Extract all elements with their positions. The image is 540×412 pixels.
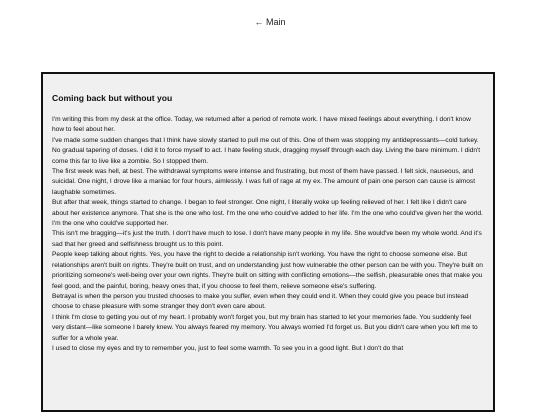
post-paragraph: This isn't me bragging—it's just the truth. I don't have much to lose. I don't have many people in my life. She would've been my whole world. And it's sad that her greed and selfishness brought us to this point.	[52, 230, 482, 248]
post-paragraph: People keep talking about rights. Yes, you have the right to decide a relationship isn't working. You have the right to choose someone else. But relationships aren't built on rights. They're built on trust, and on understanding just how vulnerable the other person can be with you. They're built on prioritizing someone's well-being over your own rights. They're built on sitting with conflicting emotions—the selfish, pleasurable ones that make you feel good, and the painful, boring, heavy ones that, if you choose to feel them, relieve someone else's suffering.	[52, 251, 483, 290]
post-card	[41, 72, 495, 412]
post-paragraph: I used to close my eyes and try to remember you, just to feel some warmth. To see you in a good light. But I don't do that	[52, 344, 404, 352]
post-body	[52, 115, 484, 354]
top-nav	[0, 17, 540, 27]
main-link[interactable]: ← Main	[254, 17, 286, 27]
post-paragraph: I'm writing this from my desk at the office. Today, we returned after a period of remote work. I have mixed feelings about everything. I don't know how to feel about her.	[52, 116, 471, 134]
post-paragraph: I've made some sudden changes that I think have slowly started to pull me out of this. One of them was stopping my antidepressants—cold turkey. No gradual tapering of doses. I did it to force myself to act. I hate feeling stuck, dragging myself through each day. Living the bare minimum. I didn't come this far to live like a zombie. So I stopped them.	[52, 136, 481, 165]
post-title: Coming back but without you	[52, 93, 173, 103]
post-paragraph: Betrayal is when the person you trusted chooses to make you suffer, even when they could end it. When they could give you peace but instead choose to chase pleasure with some stranger they don't even care about.	[52, 292, 469, 311]
post-paragraph: But after that week, things started to change. I began to feel stronger. One night, I literally woke up feeling relieved of her. I felt like I didn't care about her existence anymore. That she is the one who lost. I'm the one who could've added to her life. I'm the one who could've given her the world. I'm the one who could've supported her.	[52, 199, 483, 228]
post-paragraph: The first week was hell, at best. The withdrawal symptoms were intense and frustrating, but most of them have passed. I felt sick, nauseous, and suicidal. One night, I drove like a maniac for four hours, aimlessly. I was full of rage at my ex. The amount of pain one person can cause is almost laughable sometimes.	[52, 168, 476, 196]
post-paragraph: I think I'm close to getting you out of my heart. I probably won't forget you, but my brain has started to let your memories fade. You suddenly feel very distant—like someone I barely knew. You always feared my memory. You always worried I'd forget us. But you didn't care when you left me to suffer for a whole year.	[52, 313, 478, 342]
